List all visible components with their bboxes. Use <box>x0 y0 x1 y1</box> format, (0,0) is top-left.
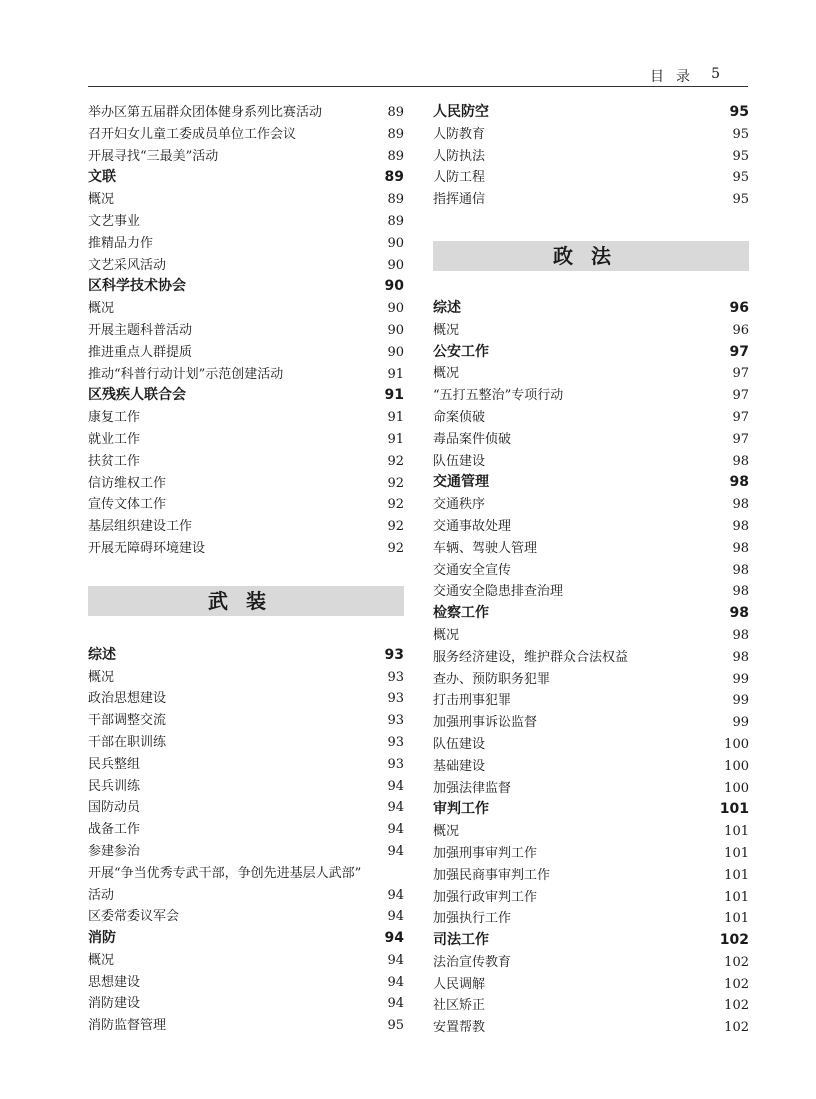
toc-entry-page: 95 <box>732 126 749 142</box>
toc-section-heading[interactable] <box>88 167 404 189</box>
toc-entry[interactable] <box>88 494 404 516</box>
toc-entry-page: 90 <box>384 278 404 295</box>
toc-entry-page: 102 <box>724 954 749 970</box>
toc-entry-label: 毒品案件侦破 <box>433 431 512 447</box>
header-page-number: 5 <box>711 66 720 82</box>
toc-entry-label: 公安工作 <box>433 343 489 360</box>
toc-entry-label: 人防执法 <box>433 148 486 164</box>
toc-entry-page: 98 <box>732 540 749 556</box>
toc-entry[interactable] <box>88 754 404 776</box>
toc-entry-page: 93 <box>384 646 404 663</box>
toc-entry-page: 89 <box>387 126 404 142</box>
toc-entry-label: 开展“争当优秀专武干部，争创先进基层人武部” <box>88 865 362 881</box>
toc-entry[interactable] <box>88 320 404 342</box>
toc-entry-label: 战备工作 <box>88 822 141 838</box>
toc-entry-label: 消防建设 <box>88 996 141 1012</box>
toc-entry-label: 基础建设 <box>433 758 486 774</box>
toc-entry[interactable] <box>88 688 404 710</box>
toc-entry[interactable] <box>433 865 749 887</box>
toc-entry-label: 交通事故处理 <box>433 518 512 534</box>
toc-entry-label: 康复工作 <box>88 410 141 426</box>
toc-entry-page: 90 <box>387 257 404 273</box>
toc-entry-label: 就业工作 <box>88 431 141 447</box>
toc-entry-label: 基层组织建设工作 <box>88 519 193 535</box>
toc-entry-label: 加强行政审判工作 <box>433 889 538 905</box>
toc-entry-label: 消防监督管理 <box>88 1018 167 1034</box>
toc-entry-page: 101 <box>724 845 749 861</box>
toc-entry[interactable] <box>88 538 404 560</box>
toc-entry[interactable] <box>88 102 404 124</box>
toc-entry-page: 93 <box>387 691 404 707</box>
toc-entry-label: 人防工程 <box>433 170 486 186</box>
toc-section-heading[interactable] <box>88 928 404 950</box>
toc-entry-page: 92 <box>387 475 404 491</box>
toc-entry[interactable] <box>433 538 749 560</box>
toc-entry[interactable] <box>88 255 404 277</box>
toc-entry-page: 90 <box>387 322 404 338</box>
toc-entry[interactable] <box>88 950 404 972</box>
toc-entry[interactable] <box>88 146 404 168</box>
toc-section-heading[interactable] <box>88 645 404 667</box>
toc-entry-label: 文艺事业 <box>88 213 141 229</box>
toc-entry-page: 98 <box>729 474 749 491</box>
toc-entry-page: 95 <box>732 148 749 164</box>
toc-entry-page: 102 <box>724 976 749 992</box>
toc-entry[interactable] <box>88 819 404 841</box>
toc-entry-label: 推动“科普行动计划”示范创建活动 <box>88 366 284 382</box>
toc-entry-label: 推进重点人群提质 <box>88 344 193 360</box>
toc-entry-page: 97 <box>732 366 749 382</box>
toc-entry[interactable] <box>433 712 749 734</box>
toc-entry-label: 车辆、驾驶人管理 <box>433 540 538 556</box>
toc-entry[interactable] <box>433 625 749 647</box>
toc-entry-page: 100 <box>724 780 749 796</box>
toc-entry-page: 94 <box>387 909 404 925</box>
toc-entry-page: 93 <box>387 669 404 685</box>
toc-entry-page: 101 <box>724 824 749 840</box>
toc-entry-label: 概况 <box>88 952 115 968</box>
toc-entry-label: 参建参治 <box>88 843 141 859</box>
toc-entry[interactable] <box>433 843 749 865</box>
toc-entry-label: “五打五整治”专项行动 <box>433 388 564 404</box>
toc-entry-label: 加强执行工作 <box>433 911 512 927</box>
toc-entry-label: 开展主题科普活动 <box>88 322 193 338</box>
toc-entry-page: 99 <box>732 671 749 687</box>
toc-entry-label: 人民调解 <box>433 976 486 992</box>
toc-entry-label: 概况 <box>433 824 460 840</box>
toc-entry[interactable] <box>433 887 749 909</box>
toc-entry-page: 95 <box>729 104 749 120</box>
toc-entry-page: 92 <box>387 453 404 469</box>
toc-entry[interactable] <box>88 972 404 994</box>
toc-entry-page: 97 <box>732 388 749 404</box>
toc-entry-page: 92 <box>387 519 404 535</box>
toc-entry-page: 95 <box>387 1018 404 1034</box>
toc-entry-page: 100 <box>724 736 749 752</box>
toc-entry-label: 交通管理 <box>433 474 489 491</box>
toc-entry[interactable] <box>88 451 404 473</box>
toc-entry[interactable] <box>433 734 749 756</box>
toc-section-heading[interactable] <box>433 342 749 364</box>
toc-entry-page: 98 <box>732 627 749 643</box>
toc-entry[interactable] <box>88 667 404 689</box>
toc-entry-label: 服务经济建设，维护群众合法权益 <box>433 649 629 665</box>
toc-entry[interactable] <box>433 647 749 669</box>
toc-entry-label: 信访维权工作 <box>88 475 167 491</box>
toc-entry-label: 安置帮教 <box>433 1020 486 1036</box>
toc-entry-label: 消防 <box>88 930 116 947</box>
toc-entry[interactable] <box>88 797 404 819</box>
toc-entry-page: 98 <box>732 497 749 513</box>
toc-entry-page: 91 <box>387 431 404 447</box>
toc-entry[interactable] <box>88 885 404 907</box>
toc-entry[interactable] <box>88 342 404 364</box>
toc-entry-label: 打击刑事犯罪 <box>433 693 512 709</box>
section-banner-wuzhuang: 武装 <box>88 586 404 616</box>
toc-entry-page: 98 <box>732 562 749 578</box>
toc-entry-label: 活动 <box>88 887 115 903</box>
toc-entry[interactable] <box>433 451 749 473</box>
toc-entry[interactable] <box>433 146 749 168</box>
toc-entry[interactable] <box>433 429 749 451</box>
toc-entry-label: 民兵整组 <box>88 756 141 772</box>
toc-entry-page: 96 <box>729 299 749 316</box>
toc-entry-label: 开展无障碍环境建设 <box>88 540 206 556</box>
toc-entry[interactable] <box>433 363 749 385</box>
toc-entry-page: 90 <box>387 301 404 317</box>
toc-entry-page: 91 <box>387 366 404 382</box>
toc-section-heading[interactable] <box>433 603 749 625</box>
toc-entry[interactable] <box>433 581 749 603</box>
toc-entry-label: 召开妇女儿童工委成员单位工作会议 <box>88 126 297 142</box>
toc-entry-page: 97 <box>732 409 749 425</box>
toc-section-heading[interactable] <box>433 298 749 320</box>
toc-entry-page: 93 <box>387 713 404 729</box>
toc-entry-label: 概况 <box>433 366 460 382</box>
toc-entry[interactable] <box>88 429 404 451</box>
toc-entry-page: 94 <box>387 800 404 816</box>
toc-entry[interactable] <box>433 690 749 712</box>
toc-entry-page: 101 <box>724 889 749 905</box>
toc-entry-page: 98 <box>732 649 749 665</box>
toc-left-block-1 <box>88 102 404 560</box>
toc-entry-label: 加强民商事审判工作 <box>433 867 551 883</box>
toc-right-block-2 <box>433 298 749 1039</box>
toc-entry-label: 政治思想建设 <box>88 691 167 707</box>
toc-entry-page: 98 <box>729 605 749 622</box>
toc-entry[interactable] <box>433 516 749 538</box>
toc-entry-label: 查办、预防职务犯罪 <box>433 671 551 687</box>
toc-entry-label: 概况 <box>433 627 460 643</box>
toc-entry[interactable] <box>433 908 749 930</box>
toc-entry-page: 89 <box>384 169 404 186</box>
toc-entry-page: 93 <box>387 734 404 750</box>
toc-entry-page: 92 <box>387 497 404 513</box>
toc-entry[interactable] <box>88 1015 404 1037</box>
toc-entry[interactable] <box>433 995 749 1017</box>
toc-entry-label: 文艺采风活动 <box>88 257 167 273</box>
toc-entry-page: 90 <box>387 344 404 360</box>
toc-entry-label: 交通秩序 <box>433 497 486 513</box>
toc-entry-label: 开展寻找“三最美”活动 <box>88 148 219 164</box>
toc-entry[interactable] <box>88 863 404 885</box>
toc-entry-page: 102 <box>719 932 749 949</box>
toc-entry-page: 101 <box>724 911 749 927</box>
toc-entry-label: 民兵训练 <box>88 778 141 794</box>
toc-entry-page: 97 <box>729 343 749 360</box>
toc-entry-label: 综述 <box>433 299 461 316</box>
header-title: 目录 <box>650 69 702 85</box>
toc-entry-label: 司法工作 <box>433 932 489 949</box>
toc-entry-page: 98 <box>732 453 749 469</box>
toc-entry[interactable] <box>433 189 749 211</box>
toc-entry-label: 法治宣传教育 <box>433 954 512 970</box>
toc-entry-page: 89 <box>387 148 404 164</box>
toc-entry-page: 98 <box>732 584 749 600</box>
toc-entry-label: 概况 <box>88 669 115 685</box>
toc-entry-label: 人民防空 <box>433 104 489 120</box>
toc-entry-label: 文联 <box>88 169 116 186</box>
toc-entry-page: 99 <box>732 693 749 709</box>
toc-entry-page: 91 <box>384 387 404 404</box>
toc-entry-label: 加强刑事审判工作 <box>433 845 538 861</box>
toc-entry-label: 区科学技术协会 <box>88 278 186 295</box>
toc-entry-label: 干部在职训练 <box>88 734 167 750</box>
toc-entry-page: 94 <box>387 843 404 859</box>
toc-left-block-2 <box>88 645 404 1037</box>
toc-entry-page: 95 <box>732 170 749 186</box>
toc-entry[interactable] <box>433 669 749 691</box>
toc-entry[interactable] <box>433 1017 749 1039</box>
toc-entry[interactable] <box>88 298 404 320</box>
toc-entry[interactable] <box>88 732 404 754</box>
toc-entry[interactable] <box>433 756 749 778</box>
toc-entry-page: 94 <box>387 887 404 903</box>
toc-entry-label: 综述 <box>88 646 116 663</box>
toc-entry-label: 人防教育 <box>433 126 486 142</box>
toc-entry-label: 区委常委议军会 <box>88 909 180 925</box>
toc-entry[interactable] <box>433 124 749 146</box>
toc-entry-label: 概况 <box>433 322 460 338</box>
toc-entry[interactable] <box>88 211 404 233</box>
toc-entry[interactable] <box>88 189 404 211</box>
toc-entry-page: 91 <box>387 410 404 426</box>
toc-entry-label: 命案侦破 <box>433 409 486 425</box>
toc-entry[interactable] <box>433 320 749 342</box>
toc-entry-page: 95 <box>732 192 749 208</box>
toc-entry-label: 社区矫正 <box>433 998 486 1014</box>
toc-entry-label: 队伍建设 <box>433 453 486 469</box>
toc-entry-page: 102 <box>724 1020 749 1036</box>
toc-entry-label: 概况 <box>88 192 115 208</box>
toc-entry-page: 94 <box>387 974 404 990</box>
toc-entry-page: 89 <box>387 213 404 229</box>
toc-entry-label: 加强法律监督 <box>433 780 512 796</box>
toc-entry[interactable] <box>88 993 404 1015</box>
toc-entry[interactable] <box>88 841 404 863</box>
toc-entry[interactable] <box>433 385 749 407</box>
toc-entry[interactable] <box>433 560 749 582</box>
running-header <box>88 64 748 87</box>
toc-entry-label: 推精品力作 <box>88 235 154 251</box>
toc-entry-label: 宣传文体工作 <box>88 497 167 513</box>
toc-entry-page: 89 <box>387 192 404 208</box>
toc-entry-page: 97 <box>732 431 749 447</box>
toc-entry[interactable] <box>433 952 749 974</box>
toc-entry-label: 举办区第五届群众团体健身系列比赛活动 <box>88 105 323 120</box>
toc-section-heading[interactable] <box>433 472 749 494</box>
toc-entry[interactable] <box>88 407 404 429</box>
toc-entry[interactable] <box>88 710 404 732</box>
toc-section-heading[interactable] <box>433 930 749 952</box>
toc-entry[interactable] <box>88 473 404 495</box>
toc-entry-label: 指挥通信 <box>433 192 486 208</box>
section-banner-zhengfa: 政法 <box>433 241 749 271</box>
toc-entry-label: 国防动员 <box>88 800 141 816</box>
toc-entry-page: 94 <box>387 952 404 968</box>
toc-entry-label: 加强刑事诉讼监督 <box>433 715 538 731</box>
toc-entry-page: 93 <box>387 756 404 772</box>
toc-entry-page: 89 <box>387 105 404 120</box>
toc-entry-page: 102 <box>724 998 749 1014</box>
toc-entry-page: 94 <box>384 930 404 947</box>
toc-entry-label: 审判工作 <box>433 801 489 818</box>
toc-entry[interactable] <box>433 494 749 516</box>
toc-entry[interactable] <box>88 364 404 386</box>
toc-entry[interactable] <box>433 407 749 429</box>
toc-entry-label: 队伍建设 <box>433 736 486 752</box>
toc-entry-label: 检察工作 <box>433 605 489 622</box>
toc-section-heading[interactable] <box>88 276 404 298</box>
toc-section-heading[interactable] <box>433 799 749 821</box>
toc-entry-label: 干部调整交流 <box>88 713 167 729</box>
toc-entry-page: 96 <box>732 322 749 338</box>
toc-right-column <box>433 102 749 1039</box>
toc-right-block-1 <box>433 102 749 211</box>
toc-entry-page: 94 <box>387 996 404 1012</box>
toc-entry-page: 90 <box>387 235 404 251</box>
toc-entry[interactable] <box>433 821 749 843</box>
toc-entry-label: 概况 <box>88 301 115 317</box>
toc-entry-page: 99 <box>732 715 749 731</box>
toc-entry-label: 交通安全宣传 <box>433 562 512 578</box>
toc-entry-page: 92 <box>387 540 404 556</box>
toc-entry[interactable] <box>88 124 404 146</box>
toc-entry-page: 98 <box>732 518 749 534</box>
toc-entry-page: 101 <box>719 801 749 818</box>
toc-entry-label: 区残疾人联合会 <box>88 387 186 404</box>
toc-left-column <box>88 102 404 1037</box>
toc-entry-page: 100 <box>724 758 749 774</box>
toc-entry-page: 94 <box>387 778 404 794</box>
toc-entry-page: 94 <box>387 822 404 838</box>
toc-entry[interactable] <box>88 906 404 928</box>
toc-entry-label: 思想建设 <box>88 974 141 990</box>
toc-entry-label: 扶贫工作 <box>88 453 141 469</box>
toc-section-heading[interactable] <box>433 102 749 124</box>
toc-entry[interactable] <box>433 974 749 996</box>
toc-entry[interactable] <box>88 233 404 255</box>
toc-entry-page: 101 <box>724 867 749 883</box>
toc-entry[interactable] <box>433 167 749 189</box>
toc-section-heading[interactable] <box>88 385 404 407</box>
toc-entry[interactable] <box>433 778 749 800</box>
toc-entry[interactable] <box>88 516 404 538</box>
toc-entry-label: 交通安全隐患排查治理 <box>433 584 564 600</box>
toc-entry[interactable] <box>88 776 404 798</box>
